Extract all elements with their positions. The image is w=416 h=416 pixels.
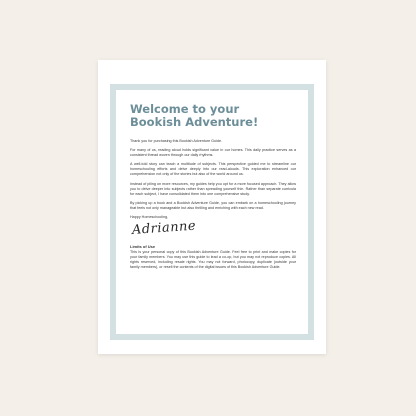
limits-of-use-text: This is your personal copy of this Bookish Adventure Guide. Feel free to print and make copies for your family members. You may use this guide to lead a co-op, but you may not reproduce copies. All rights reserved, including resale rights. You may not forward, photocopy, duplicate (outside your family members), or resell the contents of the digital issues of this Bookish Adventure Guide. xyxy=(130,250,296,270)
title-line-2: Bookish Adventure! xyxy=(130,115,259,129)
paragraph-journey: By picking up a book and a Bookish Adventure Guide, you can embark on a homeschooling journey that feels not only manageable but also thrilling and enriching with each new read. xyxy=(130,200,296,210)
paragraph-reading-aloud: For many of us, reading aloud holds significant value in our homes. This daily practice serves as a consistent thread woven through our daily rhythms. xyxy=(130,148,296,158)
paragraph-closing: Happy Homeschooling, xyxy=(130,214,169,219)
paragraph-well-told-story: A well-told story can teach a multitude of subjects. This perspective guided me to streamline our homeschooling efforts and delve deeply into our read-alouds. This exploration enhanced our comprehension not only of the stories but also of the world around us. xyxy=(130,162,296,177)
paragraph-focused-approach: Instead of piling on more resources, my guides help you opt for a more focused approach. They allow you to delve deeper into subjects rather than spreading yourself thin. Rather than separate curricula for each subject, I have consolidated them into one comprehensive study. xyxy=(130,181,296,196)
limits-of-use-heading: Limits of Use xyxy=(130,244,156,250)
signature: Adrianne xyxy=(131,218,197,239)
paragraph-thanks: Thank you for purchasing this Bookish Adventure Guide. xyxy=(130,139,223,143)
title-line-1: Welcome to your xyxy=(130,102,240,116)
document-page xyxy=(98,60,326,354)
page-border-frame xyxy=(110,84,314,340)
page-title xyxy=(130,103,296,129)
letter-content xyxy=(130,103,296,274)
